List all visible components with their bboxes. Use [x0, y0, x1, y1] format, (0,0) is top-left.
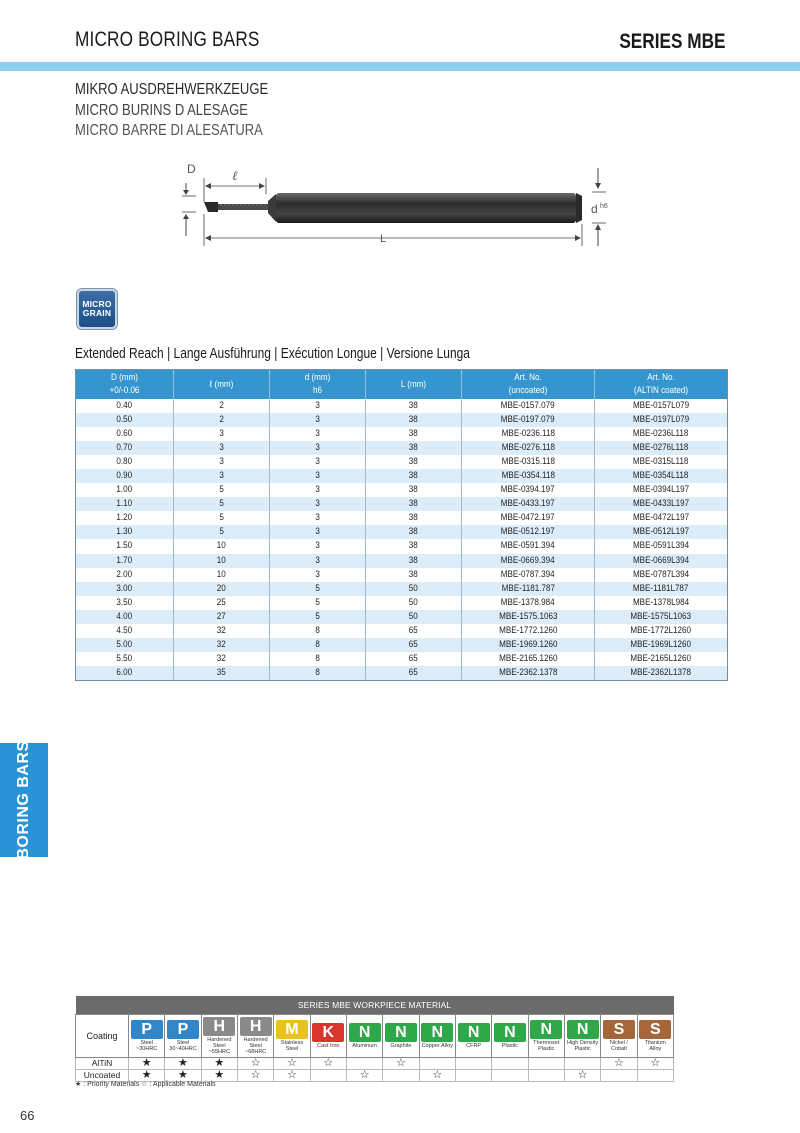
spec-table-body [76, 399, 728, 681]
side-tab-boring-bars [0, 740, 48, 860]
table-cell: 25 [174, 596, 270, 610]
table-cell: 3.00 [76, 582, 174, 596]
diagram-label-h6: h6 [600, 203, 608, 210]
table-row [76, 441, 728, 455]
table-cell: 8 [270, 666, 366, 681]
table-cell: MBE-1181.787 [462, 582, 595, 596]
material-description: CFRP [466, 1042, 482, 1049]
table-cell: MBE-0512.197 [462, 525, 595, 539]
material-letter: S [639, 1020, 671, 1039]
table-cell: MBE-1181L787 [595, 582, 728, 596]
table-row [76, 568, 728, 582]
table-cell: 5 [270, 596, 366, 610]
table-cell: MBE-0197.079 [462, 413, 595, 427]
material-cell [601, 1014, 637, 1057]
rating-cell [492, 1069, 528, 1081]
rating-cell: ☆ [419, 1069, 455, 1081]
table-cell: MBE-0157.079 [462, 399, 595, 413]
material-letter: M [276, 1020, 308, 1039]
table-cell: 32 [174, 624, 270, 638]
table-cell: MBE-0591.394 [462, 539, 595, 553]
material-cell [564, 1014, 600, 1057]
table-cell: 0.80 [116, 455, 133, 467]
rating-cell: ★ [129, 1057, 165, 1069]
micro-grain-badge [77, 289, 117, 329]
material-table-header [76, 996, 674, 1014]
table-cell: 0.70 [76, 441, 174, 455]
table-cell: MBE-0472.197 [462, 511, 595, 525]
table-cell: 0.50 [76, 413, 174, 427]
table-cell: 38 [366, 568, 462, 582]
table-cell: 5 [174, 483, 270, 497]
table-cell: 38 [366, 441, 462, 455]
table-cell: MBE-0669L394 [595, 554, 728, 568]
diagram-label-d: d [591, 202, 598, 216]
table-cell: MBE-0512L197 [595, 525, 728, 539]
rating-cell [601, 1069, 637, 1081]
table-cell: 8 [270, 638, 366, 652]
material-description: Stainless Steel [280, 1039, 304, 1052]
table-cell: MBE-1378L984 [595, 596, 728, 610]
material-letter: H [240, 1017, 272, 1036]
table-cell: MBE-2362L1378 [595, 666, 728, 681]
side-tab-label: BORING BARS [15, 740, 32, 860]
table-cell: MBE-2165.1260 [462, 652, 595, 666]
table-row [76, 624, 728, 638]
material-description: Graphite [390, 1042, 412, 1049]
spec-table-header [76, 370, 728, 399]
material-badge [167, 1020, 199, 1052]
section-title: Extended Reach | Lange Ausführung | Exécution Longue | Versione Lunga [75, 345, 470, 362]
table-cell: MBE-0394.197 [462, 483, 595, 497]
material-badge [530, 1020, 562, 1052]
table-row [76, 497, 728, 511]
rating-cell: ☆ [601, 1057, 637, 1069]
material-badge [603, 1020, 635, 1052]
material-badge [349, 1023, 381, 1049]
table-cell: MBE-0236L118 [595, 427, 728, 441]
table-row [76, 413, 728, 427]
table-cell: 38 [366, 483, 462, 497]
table-cell: 2 [174, 413, 270, 427]
material-cell [237, 1014, 273, 1057]
material-description: Hardened Steel ~68HRC [243, 1036, 268, 1055]
table-row [76, 666, 728, 681]
table-cell: 38 [366, 469, 462, 483]
material-cell [346, 1014, 382, 1057]
table-cell: MBE-1969L1260 [595, 638, 728, 652]
table-cell: 38 [366, 399, 462, 413]
rating-cell: ★ [165, 1057, 201, 1069]
table-row [76, 539, 728, 553]
table-cell: 3 [174, 469, 270, 483]
table-cell: MBE-0157L079 [595, 399, 728, 413]
material-description: Copper Alloy [421, 1042, 453, 1049]
table-row [76, 638, 728, 652]
material-letter: K [312, 1023, 344, 1042]
rating-label: AlTiN [76, 1057, 129, 1069]
table-cell: 3 [270, 539, 366, 553]
rating-cell [310, 1069, 346, 1081]
table-cell: 38 [366, 455, 462, 469]
table-cell: MBE-0787.394 [462, 568, 595, 582]
header-rule [0, 62, 800, 71]
table-row [76, 455, 728, 469]
material-badge [458, 1023, 490, 1049]
rating-cell [637, 1069, 674, 1081]
material-badge [639, 1020, 671, 1052]
table-cell: MBE-1969.1260 [462, 638, 595, 652]
table-row [76, 469, 728, 483]
table-cell: 35 [174, 666, 270, 681]
rating-cell: ☆ [310, 1057, 346, 1069]
diagram-label-l: ℓ [232, 168, 238, 183]
table-row [76, 511, 728, 525]
table-row [76, 652, 728, 666]
material-badge [385, 1023, 417, 1049]
material-letter: N [458, 1023, 490, 1042]
material-cell [274, 1014, 310, 1057]
table-cell: 10 [174, 539, 270, 553]
table-row [76, 483, 728, 497]
rating-cell: ★ [129, 1069, 165, 1081]
subtitle-italian: MICRO BARRE DI ALESATURA [75, 122, 263, 139]
material-badge [312, 1023, 344, 1049]
table-cell: 3 [270, 525, 366, 539]
table-cell: MBE-0472L197 [595, 511, 728, 525]
table-row [76, 525, 728, 539]
material-letter: H [203, 1017, 235, 1036]
table-row [76, 399, 728, 413]
table-cell: 2.00 [116, 568, 133, 580]
table-cell: MBE-0669.394 [462, 554, 595, 568]
table-cell: MBE-1378.984 [462, 596, 595, 610]
rating-cell: ☆ [237, 1057, 273, 1069]
table-cell: MBE-0315.118 [462, 455, 595, 469]
subtitles [75, 80, 305, 142]
material-table [75, 996, 674, 1082]
material-letter: S [603, 1020, 635, 1039]
table-cell: 38 [366, 511, 462, 525]
material-description: Nickel / Cobalt [609, 1039, 628, 1052]
table-cell: MBE-0433L197 [595, 497, 728, 511]
material-cell [637, 1014, 674, 1057]
material-badge [494, 1023, 526, 1049]
rating-cell: ☆ [274, 1069, 310, 1081]
table-cell: MBE-1772L1260 [595, 624, 728, 638]
rating-cell [455, 1057, 491, 1069]
rating-cell: ☆ [346, 1069, 382, 1081]
material-description: Cast Iron [317, 1042, 340, 1049]
table-row [76, 427, 728, 441]
header-l: ℓ (mm) [174, 370, 270, 399]
material-letter: N [494, 1023, 526, 1042]
series-title: SERIES MBE [619, 30, 726, 53]
table-cell: 3 [174, 441, 270, 455]
table-cell: 3 [174, 427, 270, 441]
rating-cell: ★ [201, 1057, 237, 1069]
material-badge [421, 1023, 453, 1049]
table-row [76, 554, 728, 568]
header-D: D (mm) +0/-0.06 [76, 370, 174, 399]
badge-line2: GRAIN [82, 308, 112, 318]
table-cell: 38 [366, 539, 462, 553]
table-cell: 1.10 [76, 497, 174, 511]
table-cell: 50 [366, 610, 462, 624]
table-cell: 5.00 [76, 638, 174, 652]
material-badge [567, 1020, 599, 1052]
rating-cell [455, 1069, 491, 1081]
table-cell: 3 [270, 413, 366, 427]
tool-diagram [180, 158, 620, 258]
material-description: High Density Plastic [567, 1039, 599, 1052]
table-row [76, 582, 728, 596]
table-cell: 38 [366, 554, 462, 568]
table-cell: 1.00 [116, 484, 133, 496]
table-cell: 50 [366, 596, 462, 610]
table-cell: 5 [270, 610, 366, 624]
material-letter: N [567, 1020, 599, 1039]
table-cell: 3 [270, 427, 366, 441]
material-cell [165, 1014, 201, 1057]
table-cell: 1.30 [76, 525, 174, 539]
table-cell: MBE-0433.197 [462, 497, 595, 511]
table-cell: 6.00 [76, 666, 174, 681]
material-cell [419, 1014, 455, 1057]
rating-label: Uncoated [76, 1069, 129, 1081]
table-cell: 0.90 [76, 469, 174, 483]
material-description: Aluminum [352, 1042, 377, 1049]
table-cell: 4.50 [116, 625, 133, 637]
table-cell: 65 [366, 638, 462, 652]
badge-line1: MICRO [82, 299, 112, 309]
material-cell [310, 1014, 346, 1057]
subtitle-french: MICRO BURINS D ALESAGE [75, 101, 248, 119]
material-badge [131, 1020, 163, 1052]
rating-cell: ☆ [637, 1057, 674, 1069]
material-letter: N [349, 1023, 381, 1042]
spec-table [75, 369, 728, 681]
rating-cell: ☆ [383, 1057, 419, 1069]
material-description: Titanium Alloy [644, 1039, 666, 1052]
table-cell: 3 [270, 483, 366, 497]
material-cell [383, 1014, 419, 1057]
rating-row [76, 1057, 674, 1069]
table-cell: 38 [366, 497, 462, 511]
rating-cell [346, 1057, 382, 1069]
table-cell: 3 [270, 511, 366, 525]
material-letter: N [385, 1023, 417, 1042]
table-cell: 3 [270, 568, 366, 582]
table-cell: MBE-0787L394 [595, 568, 728, 582]
table-cell: 1.20 [116, 512, 133, 524]
table-cell: 10 [174, 568, 270, 582]
table-cell: MBE-0276.118 [462, 441, 595, 455]
table-cell: 38 [366, 413, 462, 427]
table-row [76, 610, 728, 624]
table-cell: 20 [174, 582, 270, 596]
material-description: Thermoset Plastic [533, 1039, 560, 1052]
material-description: Plastic [501, 1042, 519, 1049]
table-cell: 10 [174, 554, 270, 568]
table-cell: 1.50 [116, 540, 133, 552]
table-cell: 3 [270, 497, 366, 511]
table-cell: MBE-0591L394 [595, 539, 728, 553]
table-cell: 5 [174, 511, 270, 525]
rating-cell: ☆ [274, 1057, 310, 1069]
page-title: MICRO BORING BARS [75, 28, 260, 51]
table-cell: 3 [270, 441, 366, 455]
material-cell [455, 1014, 491, 1057]
header-art-coated: Art. No. (ALTIN coated) [595, 370, 728, 399]
table-cell: 27 [174, 610, 270, 624]
table-cell: 65 [366, 666, 462, 681]
table-cell: 65 [366, 624, 462, 638]
table-cell: 32 [174, 652, 270, 666]
rating-cell: ☆ [564, 1069, 600, 1081]
page-header [0, 0, 800, 72]
rating-cell [528, 1057, 564, 1069]
diagram-label-L: L [380, 233, 387, 245]
table-cell: MBE-1575L1063 [595, 610, 728, 624]
rating-cell [383, 1069, 419, 1081]
diagram-label-D: D [187, 162, 196, 176]
rating-cell: ★ [201, 1069, 237, 1081]
table-cell: MBE-0394L197 [595, 483, 728, 497]
table-cell: 4.00 [76, 610, 174, 624]
material-table-title: SERIES MBE WORKPIECE MATERIAL [76, 996, 674, 1014]
material-badge [276, 1020, 308, 1052]
table-cell: MBE-0354.118 [462, 469, 595, 483]
material-letter: P [131, 1020, 163, 1039]
material-cell [492, 1014, 528, 1057]
header-L: L (mm) [366, 370, 462, 399]
table-cell: 8 [270, 624, 366, 638]
material-cell [129, 1014, 165, 1057]
material-table-body [76, 996, 674, 1081]
rating-cell [528, 1069, 564, 1081]
table-cell: 3.50 [116, 596, 133, 608]
material-letter: N [530, 1020, 562, 1039]
table-cell: 5.50 [116, 653, 133, 665]
table-row [76, 596, 728, 610]
table-cell: 38 [366, 525, 462, 539]
table-cell: 38 [366, 427, 462, 441]
table-cell: 0.60 [116, 427, 133, 439]
rating-cell [564, 1057, 600, 1069]
table-cell: MBE-0276L118 [595, 441, 728, 455]
material-badge [240, 1017, 272, 1055]
table-cell: 50 [366, 582, 462, 596]
rating-cell: ★ [165, 1069, 201, 1081]
page-number: 66 [20, 1108, 35, 1123]
table-cell: MBE-0315L118 [595, 455, 728, 469]
table-cell: 32 [174, 638, 270, 652]
material-description: Hardened Steel ~55HRC [207, 1036, 232, 1055]
table-cell: MBE-0354L118 [595, 469, 728, 483]
rating-cell [492, 1057, 528, 1069]
header-d: d (mm) h6 [270, 370, 366, 399]
table-cell: 2 [174, 399, 270, 413]
material-letter: N [421, 1023, 453, 1042]
rating-cell: ☆ [237, 1069, 273, 1081]
table-cell: 3 [270, 399, 366, 413]
table-cell: 0.40 [116, 399, 133, 411]
table-cell: MBE-0197L079 [595, 413, 728, 427]
material-description: Steel 30~40HRC [169, 1039, 197, 1052]
material-letter: P [167, 1020, 199, 1039]
table-cell: 65 [366, 652, 462, 666]
header-art-uncoated: Art. No. (uncoated) [462, 370, 595, 399]
table-cell: 5 [174, 497, 270, 511]
table-cell: 3 [270, 455, 366, 469]
material-badge [203, 1017, 235, 1055]
material-cell [528, 1014, 564, 1057]
table-cell: 3 [270, 554, 366, 568]
table-cell: 5 [174, 525, 270, 539]
table-cell: MBE-1772.1260 [462, 624, 595, 638]
table-cell: 3 [270, 469, 366, 483]
material-description: Steel ~30HRC [136, 1039, 158, 1052]
coating-label: Coating [76, 1014, 129, 1057]
table-cell: MBE-2362.1378 [462, 666, 595, 681]
table-cell: MBE-1575.1063 [462, 610, 595, 624]
table-cell: 8 [270, 652, 366, 666]
table-cell: 1.70 [76, 554, 174, 568]
table-cell: MBE-2165L1260 [595, 652, 728, 666]
table-cell: MBE-0236.118 [462, 427, 595, 441]
table-cell: 3 [174, 455, 270, 469]
material-cell [201, 1014, 237, 1057]
coating-row [76, 1014, 674, 1057]
rating-cell [419, 1057, 455, 1069]
subtitle-german: MIKRO AUSDREHWERKZEUGE [75, 81, 269, 98]
table-cell: 5 [270, 582, 366, 596]
legend: ★ : Priority Materials ☆ : Applicable Materials [75, 1081, 216, 1088]
